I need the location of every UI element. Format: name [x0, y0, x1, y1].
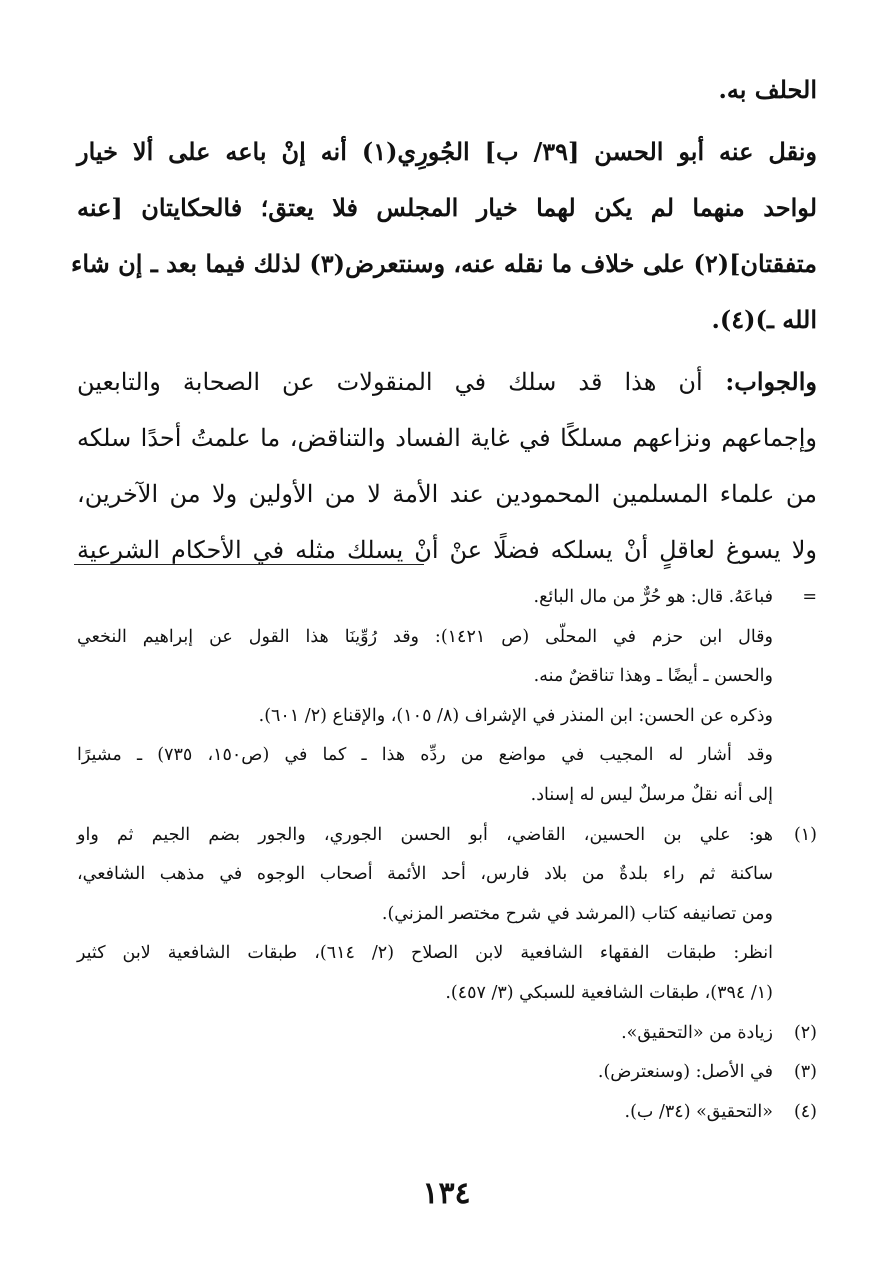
text-line: وإجماعهم ونزاعهم مسلكًا في غاية الفساد والتناقض، ما علمتُ أحدًا سلكه	[77, 424, 817, 452]
footnote-line	[77, 895, 817, 935]
footnote-line	[77, 855, 817, 895]
footnote-line	[77, 934, 817, 974]
footnote-text: هو: علي بن الحسين، القاضي، أبو الحسن الجوري، والجور بضم الجيم ثم واو	[77, 824, 773, 845]
answer-text: أن هذا قد سلك في المنقولات عن الصحابة والتابعين	[77, 368, 703, 396]
footnote-text: إلى أنه نقلٌ مرسلٌ ليس له إسناد.	[530, 784, 773, 805]
text-line: الله ـ)(٤).	[711, 305, 817, 334]
footnote-number: (٣)	[793, 1062, 817, 1083]
footnote-line	[77, 776, 817, 816]
footnote-line	[77, 1053, 817, 1093]
footnote-line	[77, 736, 817, 776]
text-line: لواحد منهما لم يكن لهما خيار المجلس فلا يعتق؛ فالحكايتان [عنه	[77, 193, 817, 222]
footnote-number: (٤)	[793, 1101, 817, 1122]
footnote-line	[77, 657, 817, 697]
text-line: الحلف به.	[718, 75, 817, 104]
footnote-text: زيادة من «التحقيق».	[621, 1022, 773, 1043]
footnote-line	[77, 578, 817, 618]
text-line: من علماء المسلمين المحمودين عند الأمة لا من الأولين ولا من الآخرين،	[77, 480, 817, 508]
footnote-line	[77, 816, 817, 856]
footnotes	[77, 578, 817, 1132]
footnote-text: وقد أشار له المجيب في مواضع من ردِّه هذا ـ كما في (ص١٥٠، ٧٣٥) ـ مشيرًا	[77, 745, 773, 766]
footnote-text: (١/ ٣٩٤)، طبقات الشافعية للسبكي (٣/ ٤٥٧).	[445, 982, 773, 1003]
text-line: ونقل عنه أبو الحسن [٣٩/ ب] الجُورِي(١) أنه إنْ باعه على ألا خيار	[77, 137, 817, 166]
footnote-line	[77, 618, 817, 658]
footnote-number: (٢)	[793, 1022, 817, 1043]
footnote-text: «التحقيق» (٣٤/ ب).	[624, 1101, 773, 1122]
footnote-text: في الأصل: (وسنعترض).	[597, 1062, 773, 1083]
footnote-line	[77, 1093, 817, 1133]
footnote-text: فباعَهُ. قال: هو حُرٌّ من مال البائع.	[533, 587, 773, 607]
footnote-text: ومن تصانيفه كتاب (المرشد في شرح مختصر المزني).	[381, 903, 773, 924]
footnote-separator	[74, 564, 424, 565]
footnote-text: والحسن ـ أيضًا ـ وهذا تناقضٌ منه.	[533, 666, 773, 687]
main-text	[71, 62, 818, 578]
text-line: متفقتان](٢) على خلاف ما نقله عنه، وسنتعرض(٣) لذلك فيما بعد ـ إن شاء	[71, 249, 817, 278]
footnote-text: وذكره عن الحسن: ابن المنذر في الإشراف (٨/ ١٠٥)، والإقناع (٢/ ٦٠١).	[258, 705, 773, 726]
text-line	[77, 354, 817, 410]
footnote-number: =	[802, 587, 817, 607]
footnote-line	[77, 1014, 817, 1054]
footnote-text: ساكنة ثم راء بلدةٌ من بلاد فارس، أحد الأئمة أصحاب الوجوه في مذهب الشافعي،	[77, 864, 773, 885]
footnote-number: (١)	[793, 824, 817, 845]
footnote-line	[77, 697, 817, 737]
footnote-text: انظر: طبقات الفقهاء الشافعية لابن الصلاح (٢/ ٦١٤)، طبقات الشافعية لابن كثير	[77, 943, 773, 964]
text-line: ولا يسوغ لعاقلٍ أنْ يسلكه فضلًا عنْ أنْ يسلك مثله في الأحكام الشرعية	[77, 536, 817, 564]
footnote-text: وقال ابن حزم في المحلّى (ص ١٤٢١): وقد رُوِّينَا هذا القول عن إبراهيم النخعي	[77, 626, 773, 647]
footnote-line	[77, 974, 817, 1014]
page-number: ١٣٤	[422, 1176, 471, 1211]
answer-label: والجواب:	[702, 367, 818, 396]
